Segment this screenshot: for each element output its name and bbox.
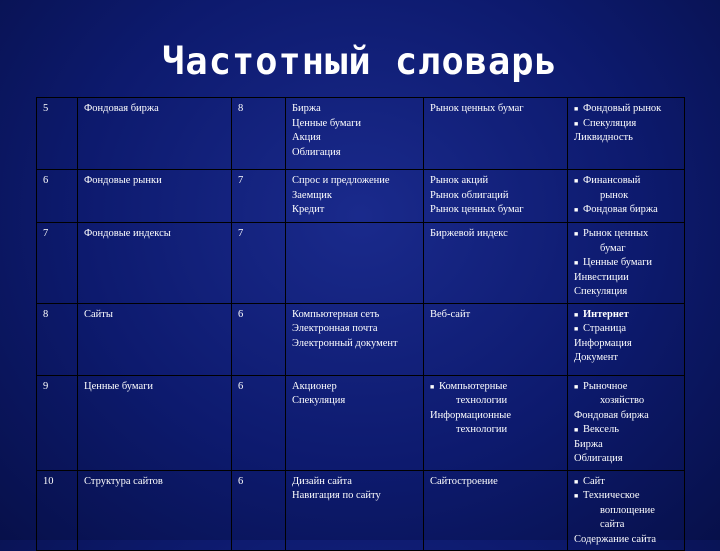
table-row — [37, 98, 685, 170]
table-row — [37, 170, 685, 223]
row-number-cell — [37, 223, 78, 304]
bullet-icon: ■ — [574, 119, 579, 128]
cell-text: Акция — [292, 132, 321, 143]
term-text — [84, 380, 228, 395]
cell-text: Электронная почта — [292, 323, 378, 334]
association-item — [292, 322, 420, 337]
related-term — [574, 102, 681, 117]
frequency-value — [238, 380, 282, 395]
cell-text: Спекуляция — [292, 395, 346, 406]
related-terms-cell — [568, 303, 685, 375]
cell-text: Ценные бумаги — [292, 117, 362, 129]
phrases-cell — [424, 223, 568, 304]
cell-text: Фондовая биржа — [583, 204, 658, 215]
cell-text: Ценные бумаги — [84, 380, 154, 392]
phrase-item — [430, 380, 564, 395]
frequency-cell — [232, 375, 286, 470]
page-title: Частотный словарь — [162, 40, 558, 83]
related-term — [574, 285, 681, 300]
cell-text: Электронный документ — [292, 337, 398, 349]
related-term — [574, 452, 681, 467]
phrase-item — [430, 203, 564, 218]
row-number-cell — [37, 470, 78, 551]
cell-text: 10 — [43, 475, 54, 487]
cell-text: Рынок ценных бумаг — [430, 204, 524, 215]
cell-text: 8 — [43, 308, 49, 320]
frequency-cell — [232, 170, 286, 223]
cell-text: Компьютерная сеть — [292, 308, 380, 320]
association-item — [292, 489, 420, 504]
frequency-value — [238, 174, 282, 189]
cell-text: 7 — [238, 228, 244, 239]
phrase-item — [430, 308, 564, 323]
related-term — [574, 189, 681, 204]
cell-text: Фондовые рынки — [84, 175, 162, 186]
cell-text: Интернет — [583, 308, 629, 320]
cell-text: Рынок ценных бумаг — [430, 103, 524, 114]
term-text — [84, 308, 228, 323]
term-text — [84, 102, 228, 117]
cell-text: Ликвидность — [574, 132, 633, 143]
row-number — [43, 174, 74, 189]
cell-text: технологии — [456, 395, 508, 406]
association-item — [292, 146, 420, 161]
related-term — [574, 504, 681, 519]
frequency-value — [238, 227, 282, 242]
term-text — [84, 227, 228, 242]
cell-text: Акционер — [292, 380, 337, 392]
row-number — [43, 380, 74, 395]
cell-text: 8 — [238, 103, 244, 114]
related-term — [574, 203, 681, 218]
bullet-icon: ■ — [574, 382, 579, 391]
term-text — [84, 174, 228, 189]
related-term — [574, 242, 681, 257]
bullet-icon: ■ — [574, 310, 579, 319]
term-cell — [78, 170, 232, 223]
phrases-cell — [424, 170, 568, 223]
phrase-item — [430, 475, 564, 490]
cell-text: Биржа — [292, 103, 321, 114]
cell-text: Содержание сайта — [574, 533, 657, 545]
related-terms-cell — [568, 470, 685, 551]
associations-cell — [286, 223, 424, 304]
related-term — [574, 174, 681, 189]
related-terms-cell — [568, 375, 685, 470]
frequency-cell — [232, 470, 286, 551]
related-term — [574, 308, 681, 323]
frequency-value — [238, 308, 282, 323]
cell-text: Фондовый рынок — [583, 103, 662, 114]
row-number — [43, 102, 74, 117]
related-term — [574, 337, 681, 352]
associations-cell — [286, 470, 424, 551]
table-row — [37, 375, 685, 470]
related-term — [574, 271, 681, 286]
related-term — [574, 423, 681, 438]
row-number — [43, 308, 74, 323]
cell-text: воплощение — [600, 504, 655, 516]
related-term — [574, 475, 681, 490]
cell-text: Рыночное — [583, 380, 628, 392]
table-row — [37, 223, 685, 304]
bullet-icon: ■ — [574, 105, 579, 113]
cell-text: Спекуляция — [583, 117, 637, 129]
cell-text: Рынок ценных — [583, 228, 649, 239]
table-row — [37, 470, 685, 551]
related-term — [574, 438, 681, 453]
related-term — [574, 117, 681, 132]
cell-text: Информационные — [430, 409, 512, 421]
frequency-table — [36, 97, 685, 551]
term-cell — [78, 223, 232, 304]
associations-cell — [286, 375, 424, 470]
phrases-cell — [424, 98, 568, 170]
bullet-icon: ■ — [430, 382, 435, 391]
cell-text: Спекуляция — [574, 286, 628, 297]
association-item — [292, 189, 420, 204]
phrases-cell — [424, 470, 568, 551]
bullet-icon: ■ — [574, 426, 579, 434]
cell-text: Кредит — [292, 204, 325, 215]
cell-text: рынок — [600, 189, 629, 201]
related-term — [574, 131, 681, 146]
cell-text: Документ — [574, 352, 618, 363]
association-item — [292, 337, 420, 352]
term-cell — [78, 303, 232, 375]
cell-text: 7 — [43, 228, 49, 239]
bullet-icon: ■ — [574, 492, 579, 500]
association-item — [292, 102, 420, 117]
cell-text: Биржевой индекс — [430, 228, 508, 239]
phrase-item — [430, 394, 564, 409]
cell-text: Облигация — [292, 146, 341, 158]
association-item — [292, 394, 420, 409]
association-item — [292, 475, 420, 490]
cell-text: Структура сайтов — [84, 475, 163, 487]
cell-text: Сайт — [583, 475, 605, 487]
cell-text: бумаг — [600, 242, 626, 254]
related-terms-cell — [568, 98, 685, 170]
cell-text: Рынок облигаций — [430, 189, 509, 201]
related-term — [574, 380, 681, 395]
cell-text: Веб-сайт — [430, 308, 471, 320]
table-row — [37, 303, 685, 375]
cell-text: Биржа — [574, 438, 603, 450]
cell-text: Страница — [583, 323, 627, 334]
bullet-icon: ■ — [574, 230, 579, 238]
cell-text: Сайтостроение — [430, 475, 498, 487]
cell-text: 6 — [238, 308, 244, 320]
cell-text: сайта — [600, 519, 625, 530]
cell-text: 9 — [43, 380, 49, 392]
cell-text: 6 — [238, 380, 244, 392]
bullet-icon: ■ — [574, 259, 579, 267]
cell-text: 6 — [238, 475, 244, 487]
cell-text: Техническое — [583, 490, 640, 501]
cell-text: Облигация — [574, 453, 623, 464]
cell-text: Спрос и предложение — [292, 175, 390, 186]
term-cell — [78, 470, 232, 551]
cell-text: Вексель — [583, 424, 619, 435]
phrase-item — [430, 174, 564, 189]
term-cell — [78, 98, 232, 170]
cell-text: Фондовая биржа — [574, 409, 649, 421]
term-cell — [78, 375, 232, 470]
phrases-cell — [424, 375, 568, 470]
cell-text: 7 — [238, 175, 244, 186]
association-item — [292, 131, 420, 146]
phrase-item — [430, 102, 564, 117]
association-item — [292, 308, 420, 323]
phrase-item — [430, 423, 564, 438]
cell-text: хозяйство — [600, 395, 645, 406]
cell-text: Финансовый — [583, 175, 641, 186]
frequency-cell — [232, 223, 286, 304]
cell-text: Компьютерные — [439, 380, 508, 392]
phrase-item — [430, 189, 564, 204]
cell-text: Рынок акций — [430, 175, 489, 186]
association-item — [292, 203, 420, 218]
related-term — [574, 394, 681, 409]
phrases-cell — [424, 303, 568, 375]
related-term — [574, 409, 681, 424]
frequency-value — [238, 475, 282, 490]
cell-text: 5 — [43, 103, 49, 114]
cell-text: технологии — [456, 424, 508, 435]
related-terms-cell — [568, 223, 685, 304]
row-number-cell — [37, 170, 78, 223]
frequency-cell — [232, 98, 286, 170]
bullet-icon: ■ — [574, 177, 579, 185]
frequency-value — [238, 102, 282, 117]
cell-text: Сайты — [84, 308, 113, 320]
related-term — [574, 518, 681, 533]
bullet-icon: ■ — [574, 325, 579, 333]
related-term — [574, 227, 681, 242]
bullet-icon: ■ — [574, 206, 579, 214]
cell-text: Навигация по сайту — [292, 490, 381, 501]
row-number — [43, 227, 74, 242]
row-number-cell — [37, 303, 78, 375]
cell-text: Фондовые индексы — [84, 228, 171, 239]
cell-text: Заемщик — [292, 189, 333, 201]
related-term — [574, 489, 681, 504]
associations-cell — [286, 303, 424, 375]
cell-text: 6 — [43, 175, 49, 186]
row-number-cell — [37, 375, 78, 470]
association-item — [292, 174, 420, 189]
cell-text: Фондовая биржа — [84, 103, 159, 114]
cell-text: Информация — [574, 337, 632, 349]
frequency-cell — [232, 303, 286, 375]
association-item — [292, 380, 420, 395]
related-term — [574, 256, 681, 271]
association-item — [292, 117, 420, 132]
phrase-item — [430, 227, 564, 242]
cell-text: Инвестиции — [574, 271, 629, 283]
row-number — [43, 475, 74, 490]
cell-text: Ценные бумаги — [583, 257, 653, 268]
related-term — [574, 351, 681, 366]
associations-cell — [286, 170, 424, 223]
related-term — [574, 322, 681, 337]
associations-cell — [286, 98, 424, 170]
bullet-icon: ■ — [574, 477, 579, 486]
related-terms-cell — [568, 170, 685, 223]
phrase-item — [430, 409, 564, 424]
row-number-cell — [37, 98, 78, 170]
term-text — [84, 475, 228, 490]
cell-text: Дизайн сайта — [292, 475, 352, 487]
